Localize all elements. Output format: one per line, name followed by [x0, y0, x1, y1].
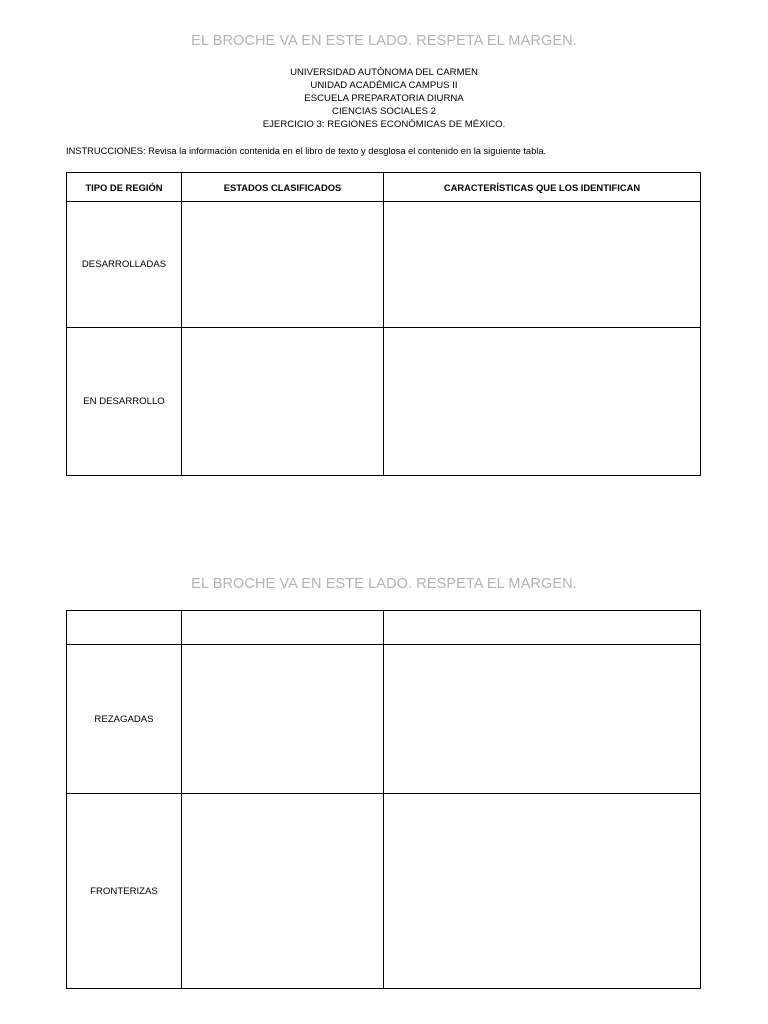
empty-header-cell	[182, 611, 384, 645]
characteristics-cell[interactable]	[384, 202, 701, 328]
column-header-classified-states: ESTADOS CLASIFICADOS	[182, 173, 384, 202]
header-school: ESCUELA PREPARATORIA DIURNA	[304, 93, 464, 104]
empty-header-cell	[384, 611, 701, 645]
table-row	[67, 645, 701, 794]
table-row	[67, 794, 701, 989]
regions-table-2	[66, 610, 701, 989]
states-cell[interactable]	[182, 645, 384, 794]
staple-margin-note-middle: EL BROCHE VA EN ESTE LADO. RESPETA EL MARGEN.	[191, 576, 577, 592]
region-label-cell: REZAGADAS	[67, 645, 182, 794]
states-cell[interactable]	[182, 794, 384, 989]
header-exercise-title: EJERCICIO 3: REGIONES ECONÓMICAS DE MÉXICO.	[262, 119, 506, 130]
characteristics-cell[interactable]	[384, 645, 701, 794]
region-label-cell: FRONTERIZAS	[67, 794, 182, 989]
region-label-cell: DESARROLLADAS	[67, 202, 182, 328]
regions-table-1	[66, 172, 701, 476]
region-label-cell: EN DESARROLLO	[67, 328, 182, 476]
header-campus: UNIDAD ACADÉMICA CAMPUS II	[310, 80, 458, 91]
column-header-characteristics: CARACTERÍSTICAS QUE LOS IDENTIFICAN	[384, 173, 701, 202]
table-row	[67, 202, 701, 328]
states-cell[interactable]	[182, 328, 384, 476]
document-header	[0, 66, 768, 131]
characteristics-cell[interactable]	[384, 328, 701, 476]
header-university: UNIVERSIDAD AUTÓNOMA DEL CARMEN	[290, 67, 478, 78]
column-header-region-type: TIPO DE REGIÓN	[67, 173, 182, 202]
table-header-row	[67, 611, 701, 645]
header-subject: CIENCIAS SOCIALES 2	[332, 106, 436, 117]
empty-header-cell	[67, 611, 182, 645]
states-cell[interactable]	[182, 202, 384, 328]
staple-margin-note-top: EL BROCHE VA EN ESTE LADO. RESPETA EL MARGEN.	[191, 33, 577, 49]
instructions-text: INSTRUCCIONES: Revisa la información contenida en el libro de texto y desglosa el contenido en la siguiente tabla.	[66, 146, 547, 156]
table-header-row	[67, 173, 701, 202]
table-row	[67, 328, 701, 476]
characteristics-cell[interactable]	[384, 794, 701, 989]
